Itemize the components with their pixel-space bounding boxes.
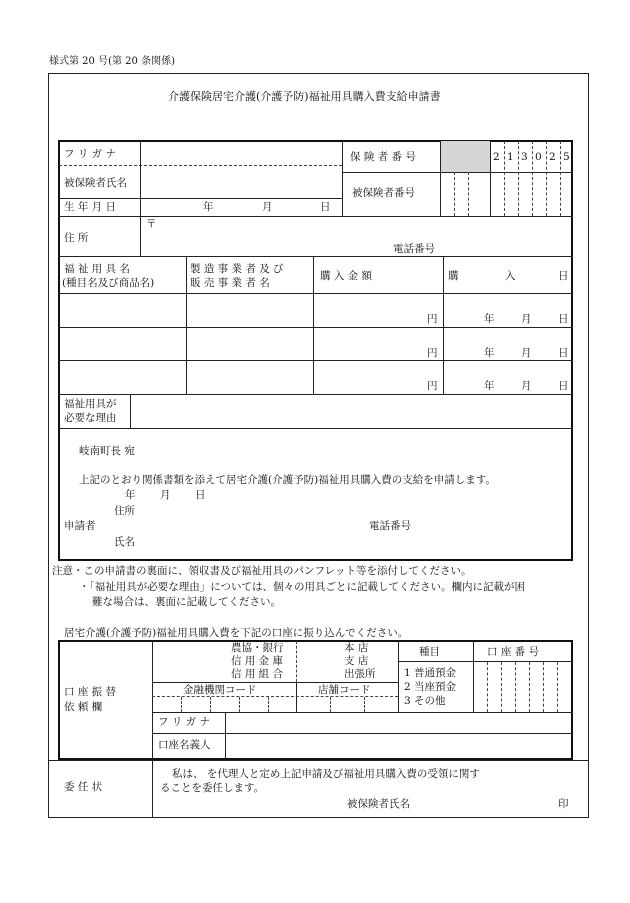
furigana-label: フ リ ガ ナ	[64, 148, 117, 160]
birth-day-unit: 日	[320, 201, 331, 213]
purchase-date-header-b: 入	[505, 270, 516, 282]
birth-month-unit: 月	[262, 201, 273, 213]
applicant-label: 申請者	[64, 520, 96, 532]
purchase-date-header-a: 購	[448, 270, 459, 282]
reason-label-1: 福祉用具が	[64, 398, 117, 410]
institution-type-3: 信 用 組 合	[231, 668, 284, 680]
request-year-unit: 年	[125, 489, 136, 501]
month-unit-row1: 月	[521, 313, 532, 325]
holder-furigana-label: フ リ ガ ナ	[158, 716, 211, 728]
account-type-option-3: 3 その他	[404, 695, 446, 707]
birth-year-unit: 年	[203, 201, 214, 213]
branch-type-2: 支 店	[344, 655, 369, 667]
year-unit-row3: 年	[484, 380, 495, 392]
yen-unit-row2: 円	[427, 347, 438, 359]
address-label: 住 所	[64, 232, 89, 244]
postal-mark: 〒	[146, 218, 157, 230]
item-name-subheader: (種目名及び商品名)	[62, 277, 155, 289]
request-statement: 上記のとおり関係書類を添えて居宅介護(介護予防)福祉用具購入費の支給を申請します。	[79, 474, 496, 486]
institution-type-2: 信 用 金 庫	[231, 655, 284, 667]
yen-unit-row3: 円	[427, 380, 438, 392]
note-line-3: 難な場合は、裏面に記載してください。	[92, 596, 281, 608]
purchase-date-header-c: 日	[558, 270, 569, 282]
insured-name-label: 被保険者氏名	[64, 177, 127, 189]
bank-side-label-2: 依 頼 欄	[64, 701, 103, 713]
insurer-digit-3: 3	[521, 151, 528, 163]
insurer-digit-4: 0	[535, 151, 542, 163]
year-unit-row2: 年	[484, 347, 495, 359]
account-type-option-1: 1 普通預金	[404, 667, 457, 679]
applicant-phone-label: 電話番号	[369, 520, 411, 532]
insurer-no-shaded-cell	[440, 141, 490, 172]
institution-code-label: 金融機関コード	[183, 684, 257, 696]
insurer-no-label: 保 険 者 番 号	[350, 151, 416, 163]
insured-no-label: 被保険者番号	[352, 187, 415, 199]
maker-header: 製 造 事 業 者 及 び	[190, 263, 284, 275]
request-day-unit: 日	[195, 489, 206, 501]
day-unit-row3: 日	[558, 380, 569, 392]
applicant-name-label: 氏名	[114, 536, 135, 548]
day-unit-row2: 日	[558, 347, 569, 359]
insurer-digit-5: 2	[549, 151, 556, 163]
year-unit-row1: 年	[484, 313, 495, 325]
insurer-digit-1: 2	[493, 151, 500, 163]
account-type-header: 種目	[419, 646, 440, 658]
month-unit-row2: 月	[521, 347, 532, 359]
amount-header: 購 入 金 額	[320, 270, 373, 282]
item-name-header: 福 祉 用 具 名	[64, 263, 130, 275]
month-unit-row3: 月	[521, 380, 532, 392]
note-line-2: ・「福祉用具が必要な理由」については、個々の用具ごとに記載してください。欄内に記載が困	[79, 581, 526, 593]
form-title: 介護保険居宅介護(介護予防)福祉用具購入費支給申請書	[168, 90, 441, 103]
yen-unit-row1: 円	[427, 313, 438, 325]
seller-header: 販 売 事 業 者 名	[190, 277, 270, 289]
addressee: 岐南町長 宛	[79, 445, 135, 457]
day-unit-row1: 日	[558, 313, 569, 325]
insurer-digit-6: 5	[563, 151, 570, 163]
bank-intro: 居宅介護(介護予防)福祉用具購入費を下記の口座に振り込んでください。	[64, 627, 409, 639]
phone-label: 電話番号	[393, 243, 435, 255]
bank-side-label-1: 口 座 振 替	[64, 686, 117, 698]
seal-mark: 印	[558, 798, 569, 810]
reason-label-2: 必要な理由	[64, 412, 117, 424]
branch-type-3: 出張所	[344, 668, 376, 680]
branch-type-1: 本 店	[344, 642, 369, 654]
applicant-address-label: 住所	[114, 505, 135, 517]
bank-box	[58, 640, 573, 760]
delegation-line-1: 私は、 を代理人と定め上記申請及び福祉用具購入費の受領に関す	[172, 768, 480, 780]
insurer-digit-2: 1	[507, 151, 514, 163]
form-reference: 様式第 20 号(第 20 条関係)	[49, 56, 175, 67]
account-type-option-2: 2 当座預金	[404, 681, 457, 693]
account-holder-label: 口座名義人	[158, 739, 211, 751]
birth-date-label: 生 年 月 日	[64, 201, 117, 213]
request-month-unit: 月	[160, 489, 171, 501]
delegation-line-2: ることを委任します。	[160, 782, 265, 794]
delegation-insured-name: 被保険者氏名	[347, 798, 410, 810]
institution-type-1: 農協・銀行	[231, 642, 284, 654]
note-line-1: 注意・この申請書の裏面に、領収書及び福祉用具のパンフレット等を添付してください。	[52, 565, 472, 577]
delegation-label: 委 任 状	[64, 781, 103, 793]
account-no-header: 口 座 番 号	[487, 646, 540, 658]
branch-code-label: 店舗コード	[318, 684, 371, 696]
